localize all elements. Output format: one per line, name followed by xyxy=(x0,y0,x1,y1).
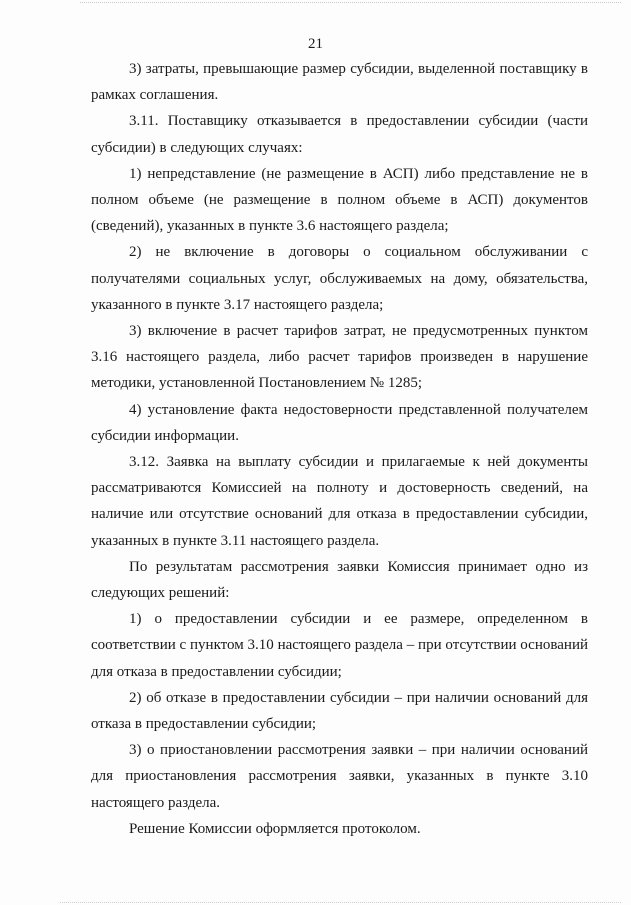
paragraph: 3.11. Поставщику отказывается в предоставлении субсидии (части субсидии) в следующих случаях: xyxy=(91,113,588,156)
paragraph: 3.12. Заявка на выплату субсидии и прилагаемые к ней документы рассматриваются Комиссией на полноту и достоверность сведений, на наличие или отсутствие оснований для отказа в предоставлении субсидии, указанных в пункте 3.11 настоящего раздела. xyxy=(91,454,588,549)
page-number: 21 xyxy=(308,36,323,52)
paragraph: 1) о предоставлении субсидии и ее размере, определенном в соответствии с пунктом 3.10 настоящего раздела – при отсутствии оснований для отказа в предоставлении субсидии; xyxy=(91,611,588,680)
paragraph: По результатам рассмотрения заявки Комиссия принимает одно из следующих решений: xyxy=(91,558,588,602)
paragraph: 2) об отказе в предоставлении субсидии – при наличии оснований для отказа в предоставлении субсидии; xyxy=(91,689,588,733)
paragraph: 3) затраты, превышающие размер субсидии, выделенной поставщику в рамках соглашения. xyxy=(91,61,588,104)
scan-edge-top xyxy=(80,2,621,3)
paragraph: 3) о приостановлении рассмотрения заявки – при наличии оснований для приостановления рассмотрения заявки, указанных в пункте 3.10 настоящего раздела. xyxy=(91,742,588,811)
scan-edge-bottom xyxy=(60,902,621,903)
paragraph: Решение Комиссии оформляется протоколом. xyxy=(129,820,421,837)
paragraph: 1) непредставление (не размещение в АСП) либо представление не в полном объеме (не размещение в полном объеме в АСП) документов (сведений), указанных в пункте 3.6 настоящего раздела; xyxy=(91,165,588,235)
paragraph: 2) не включение в договоры о социальном обслуживании с получателями социальных услуг, обслуживаемых на дому, обязательства, указанного в пункте 3.17 настоящего раздела; xyxy=(91,244,588,313)
paragraph: 3) включение в расчет тарифов затрат, не предусмотренных пунктом 3.16 настоящего раздела, либо расчет тарифов произведен в нарушение методики, установленной Постановлением № 1285; xyxy=(91,323,588,392)
document-body xyxy=(91,56,588,842)
paragraph: 4) установление факта недостоверности представленной получателем субсидии информации. xyxy=(91,401,588,444)
